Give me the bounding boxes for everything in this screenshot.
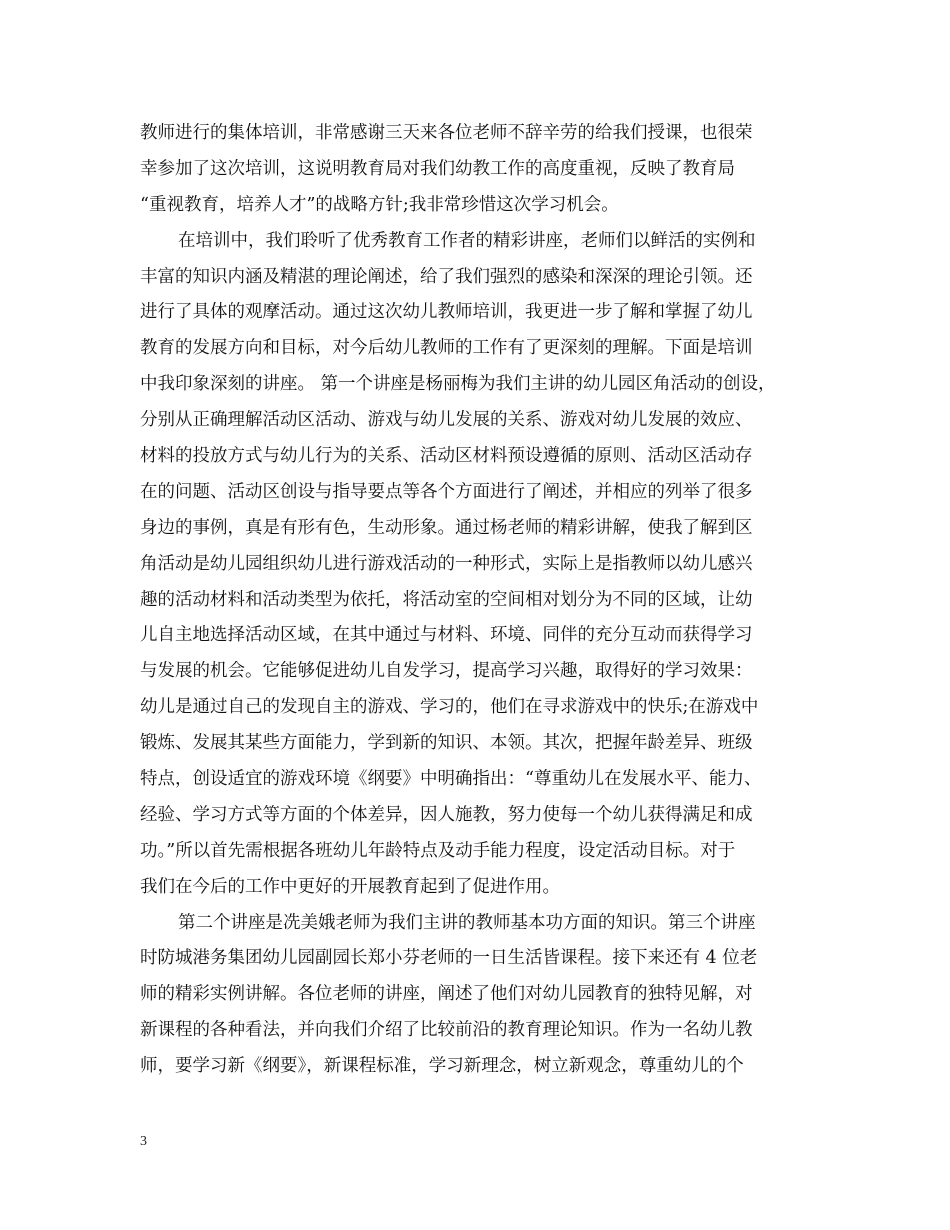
text-line: 锻炼、发展其某些方面能力，学到新的知识、本领。其次，把握年龄差异、班级: [140, 733, 753, 754]
text-line: 新课程的各种看法，并向我们介绍了比较前沿的教育理论知识。作为一名幼儿教: [140, 1020, 753, 1041]
text-line: 分别从正确理解活动区活动、游戏与幼儿发展的关系、游戏对幼儿发展的效应、: [140, 410, 753, 431]
text-line: 丰富的知识内涵及精湛的理论阐述，给了我们强烈的感染和深深的理论引领。还: [140, 266, 753, 287]
paragraph-start-line: 在培训中，我们聆听了优秀教育工作者的精彩讲座，老师们以鲜活的实例和: [178, 230, 756, 251]
page-number: 3: [140, 1134, 147, 1149]
text-line: 儿自主地选择活动区域，在其中通过与材料、环境、同伴的充分互动而获得学习: [140, 625, 753, 646]
text-line: 教师进行的集体培训，非常感谢三天来各位老师不辞辛劳的给我们授课，也很荣: [140, 123, 753, 143]
text-line: 幼儿是通过自己的发现自主的游戏、学习的，他们在寻求游戏中的快乐;在游戏中: [140, 697, 759, 718]
text-line: 趣的活动材料和活动类型为依托，将活动室的空间相对划分为不同的区域，让幼: [140, 589, 753, 610]
text-line: 中我印象深刻的讲座。 第一个讲座是杨丽梅为我们主讲的幼儿园区角活动的创设，: [140, 374, 776, 395]
text-line: 身边的事例，真是有形有色，生动形象。通过杨老师的精彩讲解，使我了解到区: [140, 517, 753, 538]
text-line: 角活动是幼儿园组织幼儿进行游戏活动的一种形式，实际上是指教师以幼儿感兴: [140, 553, 753, 574]
text-line: “重视教育，培养人才”的战略方针;我非常珍惜这次学习机会。: [140, 194, 619, 215]
text-line: 经验、学习方式等方面的个体差异，因人施教，努力使每一个幼儿获得满足和成: [140, 804, 753, 825]
text-line: 材料的投放方式与幼儿行为的关系、活动区材料预设遵循的原则、活动区活动存: [140, 446, 753, 467]
text-line: 师，要学习新《纲要》，新课程标准，学习新理念，树立新观念，尊重幼儿的个: [140, 1056, 744, 1077]
text-line: 进行了具体的观摩活动。通过这次幼儿教师培训，我更进一步了解和掌握了幼儿: [140, 302, 753, 323]
text-line: 我们在今后的工作中更好的开展教育起到了促进作用。: [140, 876, 560, 897]
text-line: 教育的发展方向和目标，对今后幼儿教师的工作有了更深刻的理解。下面是培训: [140, 338, 753, 359]
text-line: 师的精彩实例讲解。各位老师的讲座，阐述了他们对幼儿园教育的独特见解，对: [140, 984, 753, 1005]
text-line: 与发展的机会。它能够促进幼儿自发学习，提高学习兴趣，取得好的学习效果：: [140, 661, 753, 682]
paragraph-start-line: 第二个讲座是冼美娥老师为我们主讲的教师基本功方面的知识。第三个讲座: [178, 912, 756, 933]
text-line: 时防城港务集团幼儿园副园长郑小芬老师的一日生活皆课程。接下来还有 4 位老: [140, 948, 758, 969]
text-line: 幸参加了这次培训，这说明教育局对我们幼教工作的高度重视，反映了教育局: [140, 158, 735, 179]
text-line: 功。”所以首先需根据各班幼儿年龄特点及动手能力程度，设定活动目标。对于: [140, 840, 736, 861]
text-line: 在的问题、活动区创设与指导要点等各个方面进行了阐述，并相应的列举了很多: [140, 481, 753, 502]
text-line: 特点，创设适宜的游戏环境《纲要》中明确指出：“尊重幼儿在发展水平、能力、: [140, 769, 762, 790]
body-text: [140, 116, 820, 1085]
